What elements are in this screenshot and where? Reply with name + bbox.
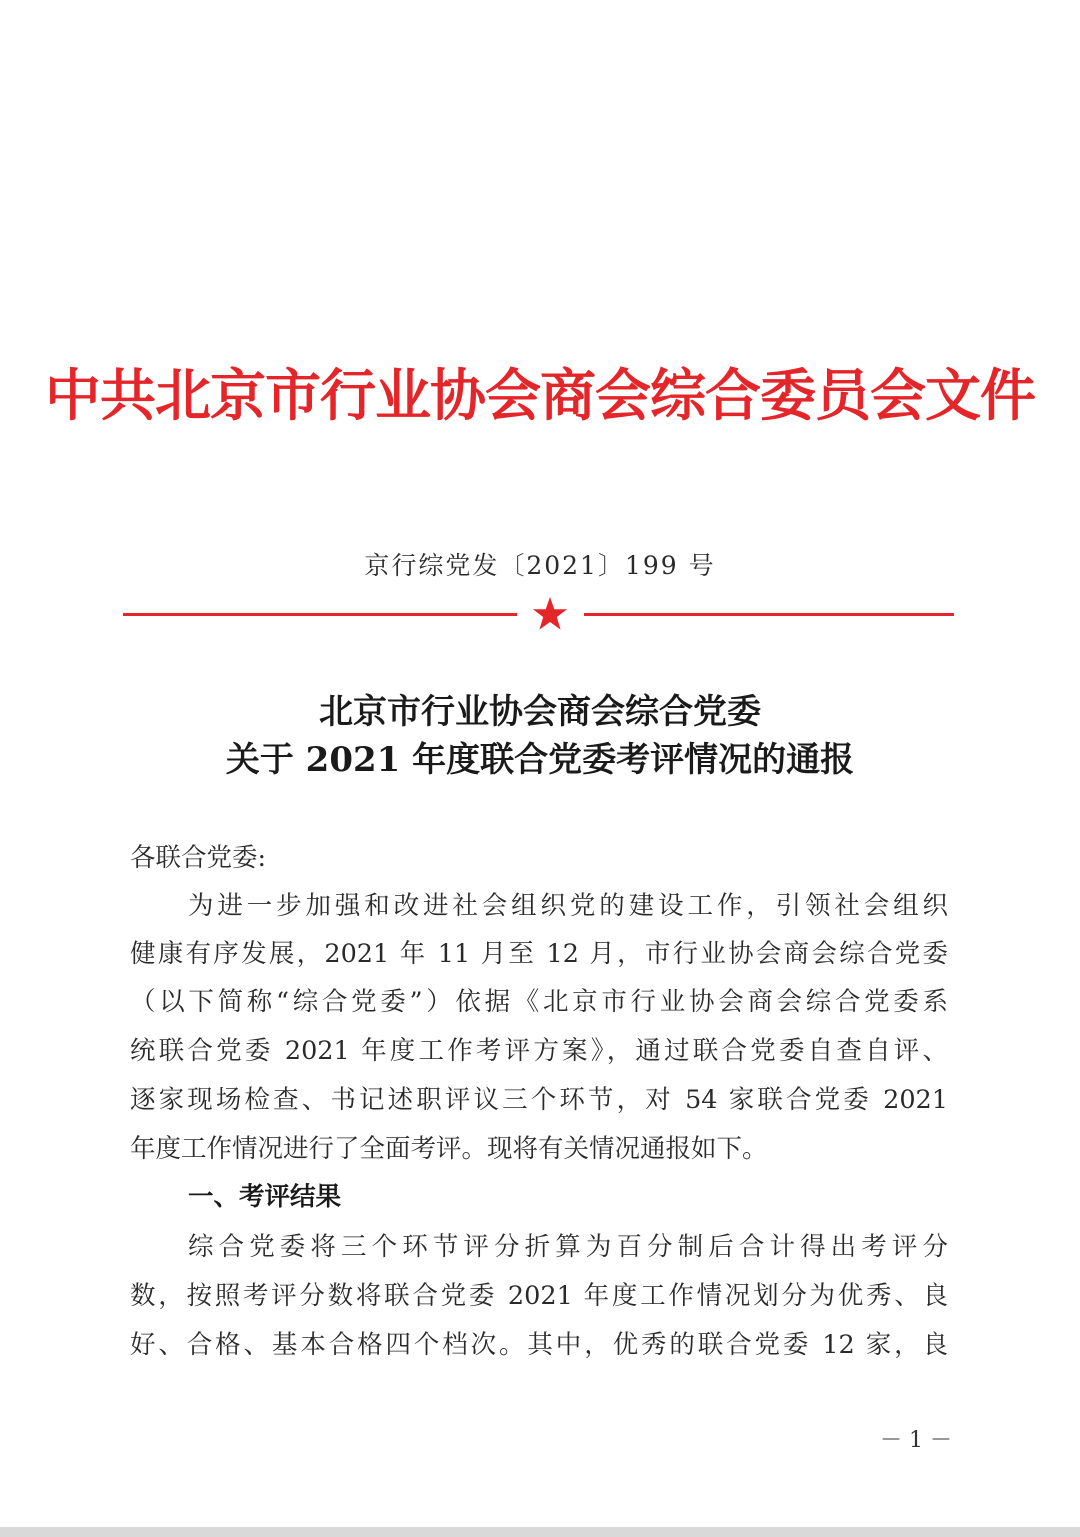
paragraph-2-line-3: 好、合格、基本合格四个档次。其中，优秀的联合党委 12 家，良 [130,1330,948,1360]
salutation: 各联合党委: [130,843,267,873]
paragraph-2-line-1: 综合党委将三个环节评分折算为百分制后合计得出考评分 [188,1232,948,1262]
paragraph-2-line-2: 数，按照考评分数将联合党委 2021 年度工作情况划分为优秀、良 [130,1281,948,1311]
paragraph-1-line-1: 为进一步加强和改进社会组织党的建设工作，引领社会组织 [188,891,948,921]
red-star-icon [532,596,568,632]
paragraph-1-line-2: 健康有序发展，2021 年 11 月至 12 月，市行业协会商会综合党委 [130,939,948,969]
paragraph-1-line-4: 统联合党委 2021 年度工作考评方案》，通过联合党委自查自评、 [130,1036,948,1066]
section-1-heading: 一、考评结果 [188,1182,342,1212]
page-number: － 1 － [880,1428,952,1453]
paragraph-1-line-5: 逐家现场检查、书记述职评议三个环节，对 54 家联合党委 2021 [130,1085,948,1115]
page-bottom-edge [0,1527,1080,1537]
red-divider-right [584,613,954,616]
notice-title-line-2: 关于 2021 年度联合党委考评情况的通报 [225,740,855,780]
paragraph-1-line-6: 年度工作情况进行了全面考评。现将有关情况通报如下。 [130,1134,768,1164]
red-divider-left [123,613,517,616]
document-number: 京行综党发〔2021〕199 号 [364,551,716,580]
notice-title-line-1: 北京市行业协会商会综合党委 [319,692,761,732]
paragraph-1-line-3: （以下简称“综合党委”）依据《北京市行业协会商会综合党委系 [130,987,948,1017]
document-header-title: 中共北京市行业协会商会综合委员会文件 [45,364,1035,429]
